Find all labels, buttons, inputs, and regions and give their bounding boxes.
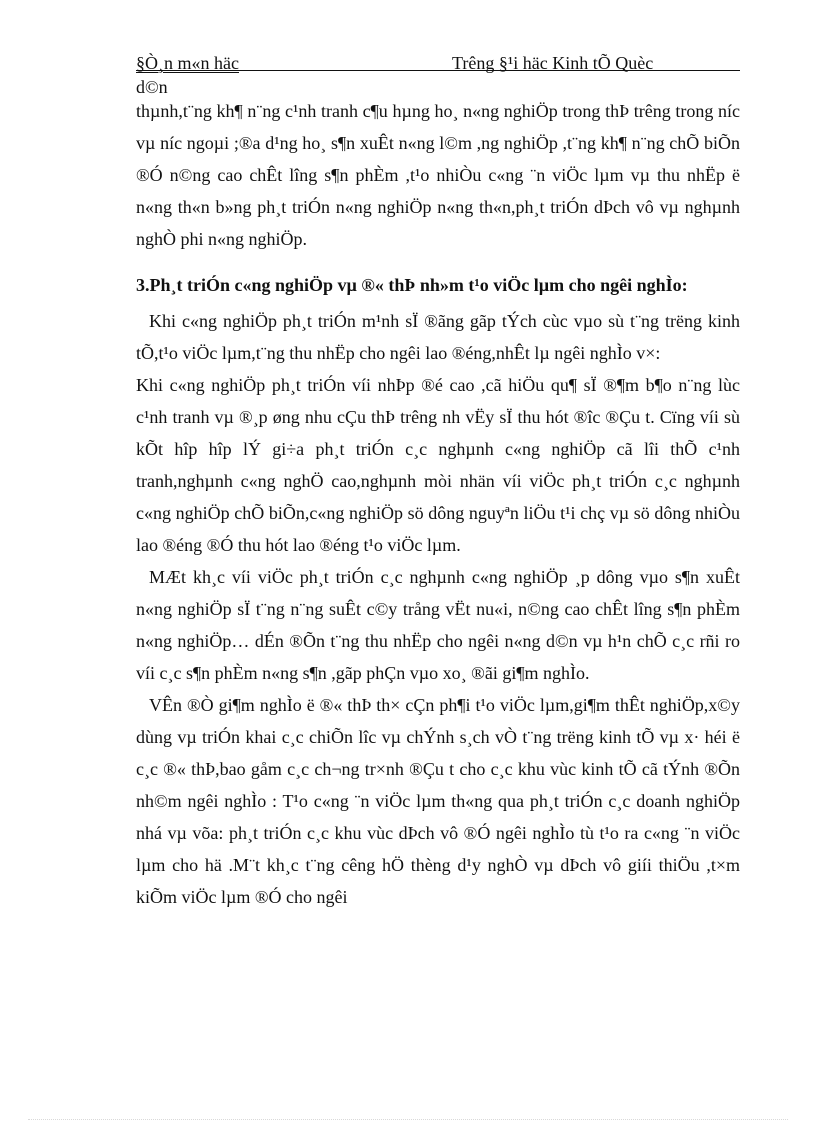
- section-heading: 3.Ph¸t triÓn c«ng nghiÖp vµ ®« thÞ nh»m t¹o viÖc lµm cho ngêi nghÌo:: [136, 275, 688, 295]
- header-rule: [136, 70, 740, 71]
- header-university: Trêng §¹i häc Kinh tÕ Quèc: [452, 53, 654, 73]
- bottom-dotted-rule: [28, 1119, 788, 1120]
- paragraph-3: Khi c«ng nghiÖp ph¸t triÓn víi nhÞp ®é cao ,cã hiÖu qu¶ sÏ ®¶m b¶o n¨ng lùc c¹nh tranh vµ ®¸p øng nhu cÇu thÞ trêng nh vËy sÏ thu hót ®îc ®Çu t. Cïng víi sù kÕt hîp hîp lÝ gi÷a ph¸t triÓn c¸c nghµnh c«ng nghiÖp cã lîi thÕ c¹nh tranh,nghµnh c«ng nghÖ cao,nghµnh mòi nhän víi viÖc ph¸t triÓn c¸c nghµnh c«ng nghiÖp chÕ biÕn,c«ng nghiÖp sö dông nguyªn liÖu t¹i chç vµ sö dông nhiÒu lao ®éng ®Ó thu hót lao ®éng t¹o viÖc lµm.: [136, 375, 740, 555]
- document-body: [136, 95, 740, 913]
- paragraph-2: Khi c«ng nghiÖp ph¸t triÓn m¹nh sÏ ®ãng gãp tÝch cùc vµo sù t¨ng trëng kinh tÕ,t¹o viÖc lµm,t¨ng thu nhËp cho ngêi lao ®éng,nhÊt lµ ngêi nghÌo v×:: [136, 311, 740, 363]
- header-subject: §Ò¸n m«n häc: [136, 53, 239, 73]
- paragraph-1: thµnh,t¨ng kh¶ n¨ng c¹nh tranh c¶u hµng ho¸ n«ng nghiÖp trong thÞ trêng trong níc vµ níc ngoµi ;®a d¹ng ho¸ s¶n xuÊt n«ng l©m ,ng nghiÖp ,t¨ng kh¶ n¨ng chÕ biÕn ®Ó n©ng cao chÊt lîng s¶n phÈm ,t¹o nhiÒu c«ng ¨n viÖc lµm vµ thu nhËp ë n«ng th«n b»ng ph¸t triÓn n«ng nghiÖp n«ng th«n,ph¸t triÓn dÞch vô vµ nghµnh nghÒ phi n«ng nghiÖp.: [136, 101, 740, 249]
- header-continuation: d©n: [136, 77, 168, 97]
- paragraph-4: MÆt kh¸c víi viÖc ph¸t triÓn c¸c nghµnh c«ng nghiÖp ¸p dông vµo s¶n xuÊt n«ng nghiÖp sÏ t¨ng n¨ng suÊt c©y trång vËt nu«i, n©ng cao chÊt lîng s¶n phÈm n«ng nghiÖp… dÉn ®Õn t¨ng thu nhËp cho ngêi n«ng d©n vµ h¹n chÕ c¸c rñi ro víi c¸c s¶n phÈm n«ng s¶n ,gãp phÇn vµo xo¸ ®ãi gi¶m nghÌo.: [136, 567, 740, 683]
- paragraph-5: VÊn ®Ò gi¶m nghÌo ë ®« thÞ th× cÇn ph¶i t¹o viÖc lµm,gi¶m thÊt nghiÖp,x©y dùng vµ triÓn khai c¸c chiÕn lîc vµ chÝnh s¸ch vÒ t¨ng trëng kinh tÕ vµ x· héi ë c¸c ®« thÞ,bao gåm c¸c ch¬ng tr×nh ®Çu t cho c¸c khu vùc kinh tÕ cã tÝnh ®Õn nh©m ngêi nghÌo : T¹o c«ng ¨n viÖc lµm th«ng qua ph¸t triÓn c¸c doanh nghiÖp nhá vµ võa: ph¸t triÓn c¸c khu vùc dÞch vô ®Ó ngêi nghÌo tù t¹o ra c«ng ¨n viÖc lµm cho hä .M¨t kh¸c t¨ng cêng hÖ thèng d¹y nghÒ vµ dÞch vô giíi thiÖu ,t×m kiÕm viÖc lµm ®Ó cho ngêi: [136, 695, 740, 907]
